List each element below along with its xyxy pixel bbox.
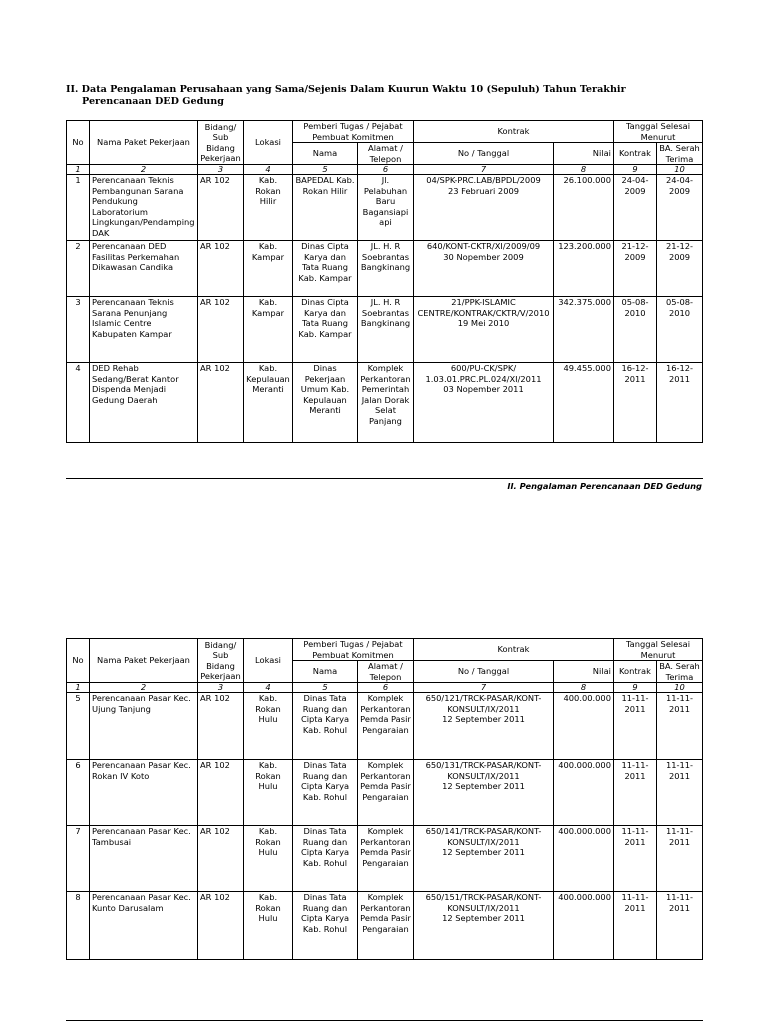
col-number: 5 [293,165,358,175]
cell-no: 2 [67,241,90,297]
col-no-tanggal: No / Tanggal [414,661,554,683]
cell-kontrak: 11-11-2011 [614,892,657,960]
cell-nilai: 400.000.000 [554,892,614,960]
table-row [67,175,703,241]
col-no-tanggal: No / Tanggal [414,143,554,165]
col-lokasi: Lokasi [244,639,293,683]
cell-no-tanggal: 640/KONT-CKTR/XI/2009/09 30 Nopember 2009 [414,241,554,297]
cell-nama-paket: Perencanaan Pasar Kec. Tambusai [90,826,198,892]
section-heading [66,84,626,108]
cell-no-tanggal: 650/151/TRCK-PASAR/KONT-KONSULT/IX/2011 12 September 2011 [414,892,554,960]
col-ba-serah-terima: BA. Serah Terima [657,661,703,683]
cell-bidang: AR 102 [198,297,244,363]
cell-no: 6 [67,760,90,826]
col-number: 6 [358,165,414,175]
col-number: 10 [657,683,703,693]
col-pemberi-tugas: Pemberi Tugas / Pejabat Pembuat Komitmen [293,121,414,143]
footer-divider [66,478,703,479]
heading-line-1: II. Data Pengalaman Perusahaan yang Sama/Sejenis Dalam Kuurun Waktu 10 (Sepuluh) Tahun Terakhir [66,84,626,95]
col-alamat: Alamat / Telepon [358,661,414,683]
cell-pemberi: Dinas Tata Ruang dan Cipta Karya Kab. Rohul [293,892,358,960]
cell-bidang: AR 102 [198,693,244,760]
cell-alamat: JL. H. R Soebrantas Bangkinang [358,297,414,363]
col-bidang: Bidang/ Sub Bidang Pekerjaan [198,639,244,683]
cell-alamat: Komplek Perkantoran Pemerintah Jalan Dorak Selat Panjang [358,363,414,443]
col-number: 1 [67,683,90,693]
cell-bidang: AR 102 [198,760,244,826]
cell-lokasi: Kab. Kepulauan Meranti [244,363,293,443]
cell-pemberi: Dinas Tata Ruang dan Cipta Karya Kab. Rohul [293,826,358,892]
col-number: 5 [293,683,358,693]
cell-no-tanggal: 650/121/TRCK-PASAR/KONT-KONSULT/IX/2011 12 September 2011 [414,693,554,760]
cell-no: 5 [67,693,90,760]
col-kontrak: Kontrak [414,639,614,661]
heading-line-2: Perencanaan DED Gedung [82,96,224,107]
cell-pemberi: Dinas Cipta Karya dan Tata Ruang Kab. Kampar [293,241,358,297]
cell-nilai: 342.375.000 [554,297,614,363]
cell-bidang: AR 102 [198,363,244,443]
cell-lokasi: Kab. Rokan Hulu [244,760,293,826]
col-number: 4 [244,165,293,175]
col-nama-paket: Nama Paket Pekerjaan [90,121,198,165]
cell-kontrak: 21-12-2009 [614,241,657,297]
col-nama-paket: Nama Paket Pekerjaan [90,639,198,683]
col-kontrak-date: Kontrak [614,661,657,683]
cell-pemberi: Dinas Tata Ruang dan Cipta Karya Kab. Rohul [293,760,358,826]
table-row [67,297,703,363]
cell-ba: 11-11-2011 [657,892,703,960]
col-number: 2 [90,165,198,175]
cell-lokasi: Kab. Rokan Hulu [244,826,293,892]
cell-nilai: 123.200.000 [554,241,614,297]
cell-nilai: 400.000.000 [554,760,614,826]
cell-no-tanggal: 04/SPK-PRC.LAB/BPDL/2009 23 Februari 2009 [414,175,554,241]
cell-lokasi: Kab. Rokan Hilir [244,175,293,241]
cell-bidang: AR 102 [198,241,244,297]
table-row [67,693,703,760]
col-pemberi-tugas: Pemberi Tugas / Pejabat Pembuat Komitmen [293,639,414,661]
cell-bidang: AR 102 [198,175,244,241]
cell-pemberi: Dinas Cipta Karya dan Tata Ruang Kab. Kampar [293,297,358,363]
cell-alamat: Komplek Perkantoran Pemda Pasir Pengaraian [358,693,414,760]
cell-nama-paket: Perencanaan Teknis Sarana Penunjang Islamic Centre Kabupaten Kampar [90,297,198,363]
col-nama: Nama [293,661,358,683]
cell-nilai: 49.455.000 [554,363,614,443]
cell-nama-paket: Perencanaan Pasar Kec. Rokan IV Koto [90,760,198,826]
col-number: 9 [614,165,657,175]
col-nilai: Nilai [554,661,614,683]
col-number: 8 [554,683,614,693]
col-tanggal-selesai: Tanggal Selesai Menurut [614,121,703,143]
cell-pemberi: Dinas Pekerjaan Umum Kab. Kepulauan Meranti [293,363,358,443]
cell-no: 4 [67,363,90,443]
table-row [67,760,703,826]
cell-alamat: Komplek Perkantoran Pemda Pasir Pengaraian [358,892,414,960]
col-lokasi: Lokasi [244,121,293,165]
cell-nilai: 26.100.000 [554,175,614,241]
col-number: 3 [198,165,244,175]
cell-nilai: 400.000.000 [554,826,614,892]
cell-pemberi: BAPEDAL Kab. Rokan Hilir [293,175,358,241]
cell-bidang: AR 102 [198,892,244,960]
col-number: 10 [657,165,703,175]
cell-ba: 11-11-2011 [657,826,703,892]
cell-ba: 11-11-2011 [657,693,703,760]
cell-ba: 11-11-2011 [657,760,703,826]
col-ba-serah-terima: BA. Serah Terima [657,143,703,165]
col-nilai: Nilai [554,143,614,165]
col-nama: Nama [293,143,358,165]
cell-lokasi: Kab. Rokan Hulu [244,892,293,960]
col-kontrak-date: Kontrak [614,143,657,165]
col-alamat: Alamat / Telepon [358,143,414,165]
cell-kontrak: 11-11-2011 [614,826,657,892]
cell-alamat: Komplek Perkantoran Pemda Pasir Pengaraian [358,760,414,826]
cell-no: 8 [67,892,90,960]
col-number: 7 [414,683,554,693]
col-number: 2 [90,683,198,693]
col-kontrak: Kontrak [414,121,614,143]
cell-lokasi: Kab. Rokan Hulu [244,693,293,760]
cell-no-tanggal: 600/PU-CK/SPK/ 1.03.01.PRC.PL.024/XI/2011 03 Nopember 2011 [414,363,554,443]
cell-kontrak: 24-04-2009 [614,175,657,241]
experience-table-1 [66,120,703,443]
cell-nama-paket: Perencanaan DED Fasilitas Perkemahan Dikawasan Candika [90,241,198,297]
cell-no: 3 [67,297,90,363]
cell-nama-paket: Perencanaan Pasar Kec. Ujung Tanjung [90,693,198,760]
col-number: 3 [198,683,244,693]
cell-no: 1 [67,175,90,241]
col-number: 4 [244,683,293,693]
col-number: 8 [554,165,614,175]
cell-bidang: AR 102 [198,826,244,892]
cell-nama-paket: Perencanaan Teknis Pembangunan Sarana Pendukung Laboratorium Lingkungan/Pendamping DAK [90,175,198,241]
cell-ba: 16-12-2011 [657,363,703,443]
cell-no: 7 [67,826,90,892]
col-number: 1 [67,165,90,175]
cell-nama-paket: Perencanaan Pasar Kec. Kunto Darusalam [90,892,198,960]
table-row [67,826,703,892]
cell-ba: 05-08-2010 [657,297,703,363]
table-row [67,241,703,297]
cell-kontrak: 16-12-2011 [614,363,657,443]
cell-nama-paket: DED Rehab Sedang/Berat Kantor Dispenda Menjadi Gedung Daerah [90,363,198,443]
bottom-divider [66,1020,703,1021]
cell-no-tanggal: 650/131/TRCK-PASAR/KONT-KONSULT/IX/2011 12 September 2011 [414,760,554,826]
col-no: No [67,639,90,683]
cell-kontrak: 11-11-2011 [614,760,657,826]
cell-alamat: Komplek Perkantoran Pemda Pasir Pengaraian [358,826,414,892]
col-tanggal-selesai: Tanggal Selesai Menurut [614,639,703,661]
cell-kontrak: 05-08-2010 [614,297,657,363]
col-number: 9 [614,683,657,693]
cell-lokasi: Kab. Kampar [244,297,293,363]
col-no: No [67,121,90,165]
cell-kontrak: 11-11-2011 [614,693,657,760]
cell-pemberi: Dinas Tata Ruang dan Cipta Karya Kab. Rohul [293,693,358,760]
cell-no-tanggal: 650/141/TRCK-PASAR/KONT-KONSULT/IX/2011 12 September 2011 [414,826,554,892]
cell-ba: 24-04-2009 [657,175,703,241]
experience-table-2 [66,638,703,960]
col-number: 6 [358,683,414,693]
cell-no-tanggal: 21/PPK-ISLAMIC CENTRE/KONTRAK/CKTR/V/2010 19 Mei 2010 [414,297,554,363]
table-row [67,363,703,443]
table-row [67,892,703,960]
cell-lokasi: Kab. Kampar [244,241,293,297]
page-footer: II. Pengalaman Perencanaan DED Gedung [507,481,702,491]
cell-alamat: JL. H. R Soebrantas Bangkinang [358,241,414,297]
col-bidang: Bidang/ Sub Bidang Pekerjaan [198,121,244,165]
col-number: 7 [414,165,554,175]
cell-alamat: Jl. Pelabuhan Baru Bagansiapi api [358,175,414,241]
cell-nilai: 400.00.000 [554,693,614,760]
cell-ba: 21-12-2009 [657,241,703,297]
